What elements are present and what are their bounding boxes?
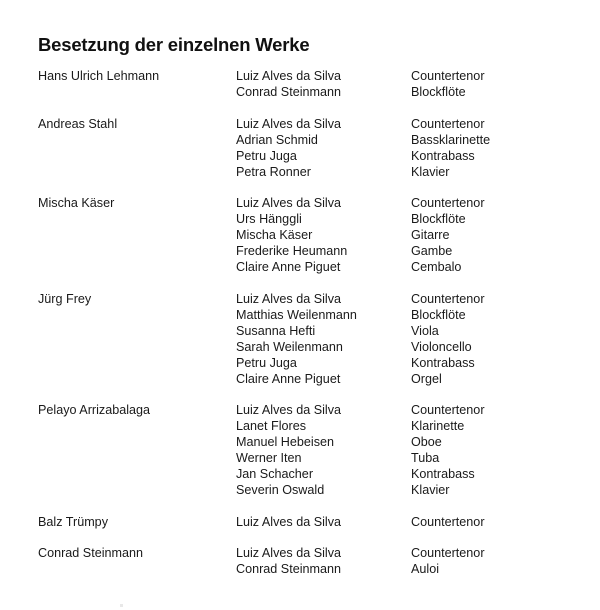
performer-name: Manuel Hebeisen: [236, 435, 335, 449]
instrument-name: Cembalo: [411, 260, 462, 274]
instrument-name: Countertenor: [411, 69, 485, 83]
performer-row: [236, 84, 600, 100]
performer-name: Frederike Heumann: [236, 244, 348, 258]
works-list: [0, 68, 600, 593]
work-group: [0, 545, 600, 577]
performer-list: [236, 402, 600, 498]
performer-name: Luiz Alves da Silva: [236, 69, 342, 83]
performer-name: Luiz Alves da Silva: [236, 116, 342, 131]
instrument-name: Countertenor: [411, 291, 485, 306]
performer-name: Lanet Flores: [236, 419, 307, 433]
performer-row: [236, 514, 600, 530]
instrument-name: Countertenor: [411, 403, 485, 417]
performer-name: Luiz Alves da Silva: [236, 546, 342, 560]
performer-row: [236, 116, 600, 132]
instrument-name: Auloi: [411, 562, 440, 576]
instrument-name: Klarinette: [411, 419, 465, 433]
performer-name: Conrad Steinmann: [236, 85, 342, 99]
scan-artifact: [120, 604, 123, 607]
performer-name: Jan Schacher: [236, 467, 314, 481]
performer-name: Werner Iten: [236, 451, 302, 465]
performer-name: Luiz Alves da Silva: [236, 291, 342, 306]
performer-row: [236, 68, 600, 84]
instrument-name: Gitarre: [411, 228, 450, 242]
composer-name: Andreas Stahl: [38, 116, 118, 131]
performer-row: [236, 561, 600, 577]
instrument-name: Countertenor: [411, 196, 485, 210]
performer-name: Mischa Käser: [236, 228, 313, 242]
instrument-name: Violoncello: [411, 339, 472, 354]
performer-row: [236, 164, 600, 180]
performer-row: [236, 482, 600, 498]
performer-row: [236, 323, 600, 339]
performer-name: Luiz Alves da Silva: [236, 403, 342, 417]
performer-row: [236, 466, 600, 482]
instrument-name: Klavier: [411, 164, 450, 179]
performer-name: Matthias Weilenmann: [236, 307, 357, 322]
instrument-name: Oboe: [411, 435, 442, 449]
performer-row: [236, 339, 600, 355]
performer-row: [236, 211, 600, 227]
instrument-name: Countertenor: [411, 546, 485, 560]
composer-name: Jürg Frey: [38, 291, 92, 306]
performer-name: Adrian Schmid: [236, 132, 318, 147]
work-group: [0, 291, 600, 387]
work-group: [0, 68, 600, 100]
instrument-name: Blockflöte: [411, 85, 466, 99]
instrument-name: Kontrabass: [411, 355, 475, 370]
performer-list: [236, 68, 600, 100]
performer-row: [236, 195, 600, 211]
performer-name: Susanna Hefti: [236, 323, 316, 338]
instrument-name: Orgel: [411, 371, 442, 386]
performer-row: [236, 307, 600, 323]
performer-row: [236, 450, 600, 466]
performer-name: Severin Oswald: [236, 483, 325, 497]
performer-list: [236, 291, 600, 387]
performer-row: [236, 259, 600, 275]
performer-list: [236, 514, 600, 530]
instrument-name: Gambe: [411, 244, 453, 258]
performer-row: [236, 418, 600, 434]
instrument-name: Tuba: [411, 451, 440, 465]
performer-row: [236, 371, 600, 387]
instrument-name: Blockflöte: [411, 212, 466, 226]
performer-name: Urs Hänggli: [236, 212, 302, 226]
performer-row: [236, 227, 600, 243]
performer-row: [236, 291, 600, 307]
performer-row: [236, 132, 600, 148]
performer-list: [236, 545, 600, 577]
work-group: [0, 514, 600, 530]
page-title: Besetzung der einzelnen Werke: [38, 34, 310, 55]
performer-name: Petru Juga: [236, 148, 297, 163]
performer-name: Petru Juga: [236, 355, 297, 370]
instrument-name: Viola: [411, 323, 439, 338]
performer-row: [236, 545, 600, 561]
composer-name: Conrad Steinmann: [38, 546, 144, 560]
performer-name: Luiz Alves da Silva: [236, 514, 342, 529]
instrument-name: Kontrabass: [411, 148, 475, 163]
composer-name: Balz Trümpy: [38, 514, 108, 529]
performer-row: [236, 402, 600, 418]
composer-name: Mischa Käser: [38, 196, 115, 210]
performer-row: [236, 355, 600, 371]
performer-row: [236, 434, 600, 450]
instrument-name: Kontrabass: [411, 467, 475, 481]
performer-name: Luiz Alves da Silva: [236, 196, 342, 210]
performer-row: [236, 148, 600, 164]
composer-name: Hans Ulrich Lehmann: [38, 69, 160, 83]
instrument-name: Countertenor: [411, 116, 485, 131]
performer-name: Claire Anne Piguet: [236, 260, 341, 274]
work-group: [0, 195, 600, 275]
work-group: [0, 116, 600, 180]
composer-name: Pelayo Arrizabalaga: [38, 403, 151, 417]
instrument-name: Blockflöte: [411, 307, 466, 322]
performer-list: [236, 195, 600, 275]
performer-name: Claire Anne Piguet: [236, 371, 341, 386]
instrument-name: Klavier: [411, 483, 450, 497]
instrument-name: Bassklarinette: [411, 132, 491, 147]
work-group: [0, 402, 600, 498]
performer-name: Sarah Weilenmann: [236, 339, 343, 354]
performer-name: Conrad Steinmann: [236, 562, 342, 576]
performer-list: [236, 116, 600, 180]
instrument-name: Countertenor: [411, 514, 485, 529]
performer-row: [236, 243, 600, 259]
performer-name: Petra Ronner: [236, 164, 311, 179]
